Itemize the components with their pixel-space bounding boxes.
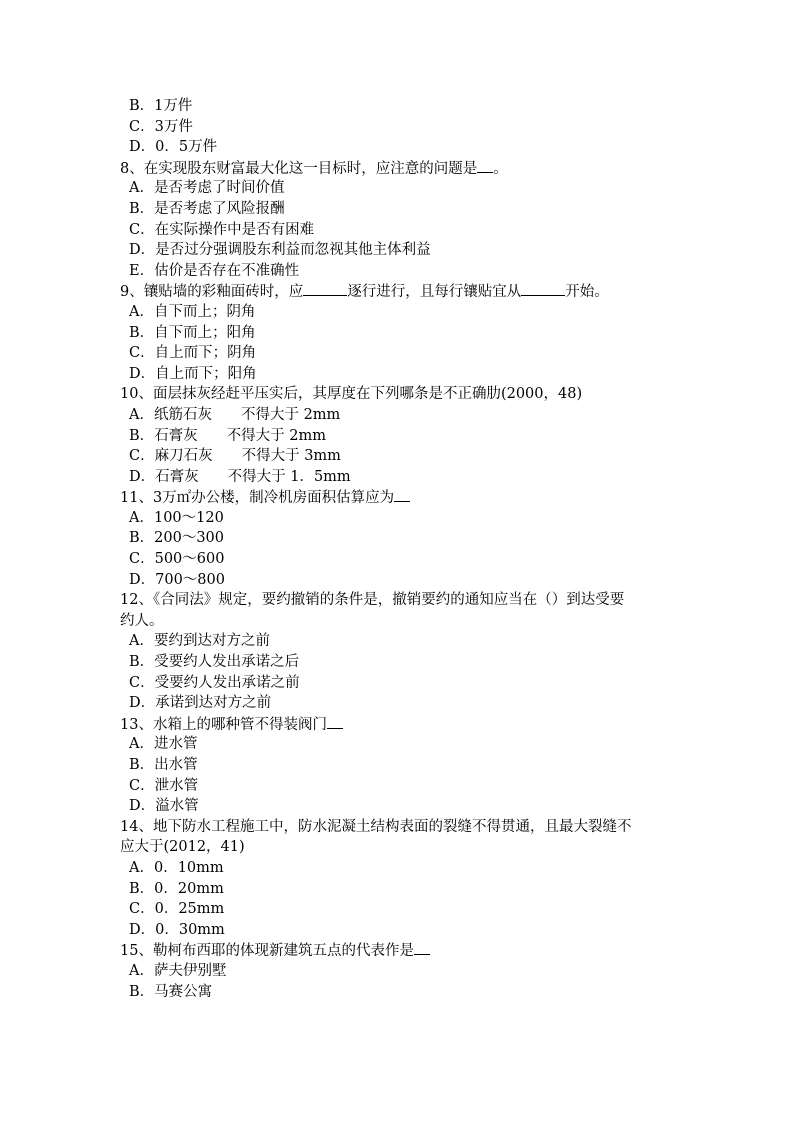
question-11-stem-text: 11、3万㎡办公楼，制冷机房面积估算应为 (120, 490, 395, 507)
question-9-stem (120, 281, 680, 302)
option-a-q11: A．100～120 (129, 509, 224, 526)
option-c-q13: C．泄水管 (129, 777, 199, 794)
option-c-q11: C．500～600 (129, 551, 225, 568)
option-b-q11: B．200～300 (129, 530, 225, 547)
option-a-q14: A．0．10mm (129, 859, 224, 876)
option-d-q14: D．0．30mm (129, 921, 225, 938)
question-11-stem (120, 487, 680, 508)
question-13-stem-text: 13、水箱上的哪种管不得装阀门 (120, 716, 327, 733)
option-a-q10: A．纸筋石灰 不得大于 2mm (129, 406, 341, 423)
option-c-q8: C．在实际操作中是否有困难 (129, 221, 315, 238)
question-9-stem-text-c: 开始。 (565, 284, 609, 301)
question-8-stem (120, 158, 680, 179)
option-b-q7: B．1万件 (129, 98, 193, 114)
answer-blank (414, 940, 430, 955)
question-15-stem (120, 940, 680, 961)
question-8-stem-text: 8、在实现股东财富最大化这一目标时，应注意的问题是 (120, 160, 478, 177)
option-c-q10: C．麻刀石灰 不得大于 3mm (129, 448, 341, 465)
answer-blank (394, 487, 410, 502)
option-c-q14: C．0．25mm (129, 901, 225, 918)
option-b-q14: B．0．20mm (129, 880, 224, 897)
question-15-stem-text: 15、勒柯布西耶的体现新建筑五点的代表作是 (120, 943, 414, 960)
option-d-q9: D．自上而下；阳角 (129, 365, 257, 382)
question-9-stem-text-b: 逐行进行，且每行镶贴宜从 (347, 284, 522, 301)
option-a-q9: A．自下而上；阴角 (129, 303, 256, 320)
answer-blank (303, 281, 347, 296)
option-d-q13: D．溢水管 (129, 798, 199, 815)
option-b-q13: B．出水管 (129, 757, 198, 773)
question-13-stem (120, 714, 680, 735)
option-b-q9: B．自下而上；阳角 (129, 324, 256, 341)
question-14-stem-line2: 应大于(2012，41) (120, 839, 245, 856)
option-b-q15: B．马赛公寓 (129, 983, 213, 1000)
answer-blank (521, 281, 565, 296)
answer-blank (477, 158, 493, 173)
question-8-stem-end: 。 (493, 160, 508, 177)
option-c-q12: C．受要约人发出承诺之前 (129, 674, 300, 691)
option-a-q15: A．萨夫伊别墅 (129, 962, 227, 979)
option-a-q12: A．要约到达对方之前 (129, 633, 270, 650)
question-9-stem-text-a: 9、镶贴墙的彩釉面砖时，应 (120, 284, 304, 301)
option-b-q12: B．受要约人发出承诺之后 (129, 654, 300, 671)
option-b-q10: B．石膏灰 不得大于 2mm (129, 427, 326, 444)
question-10-stem: 10、面层抹灰经赶平压实后，其厚度在下列哪条是不正确肋(2000，48) (120, 386, 583, 403)
question-12-stem-line1: 12、《合同法》规定，要约撤销的条件是，撤销要约的通知应当在（）到达受要 (120, 592, 625, 609)
option-d-q10: D．石膏灰 不得大于 1．5mm (129, 468, 351, 485)
option-d-q7: D．0．5万件 (129, 139, 218, 156)
option-c-q9: C．自上而下；阴角 (129, 345, 257, 362)
option-e-q8: E．估价是否存在不准确性 (129, 262, 300, 279)
option-a-q8: A．是否考虑了时间价值 (129, 180, 285, 197)
question-12-stem-line2: 约人。 (120, 612, 164, 629)
option-d-q11: D．700～800 (129, 571, 225, 588)
question-14-stem-line1: 14、地下防水工程施工中，防水泥凝土结构表面的裂缝不得贯通，且最大裂缝不 (120, 818, 632, 835)
answer-blank (327, 714, 343, 729)
question-list (120, 96, 680, 1002)
option-b-q8: B．是否考虑了风险报酬 (129, 200, 285, 217)
option-a-q13: A．进水管 (129, 736, 198, 753)
option-c-q7: C．3万件 (129, 118, 193, 135)
option-d-q8: D．是否过分强调股东利益而忽视其他主体利益 (129, 242, 431, 259)
option-d-q12: D．承诺到达对方之前 (129, 695, 272, 712)
